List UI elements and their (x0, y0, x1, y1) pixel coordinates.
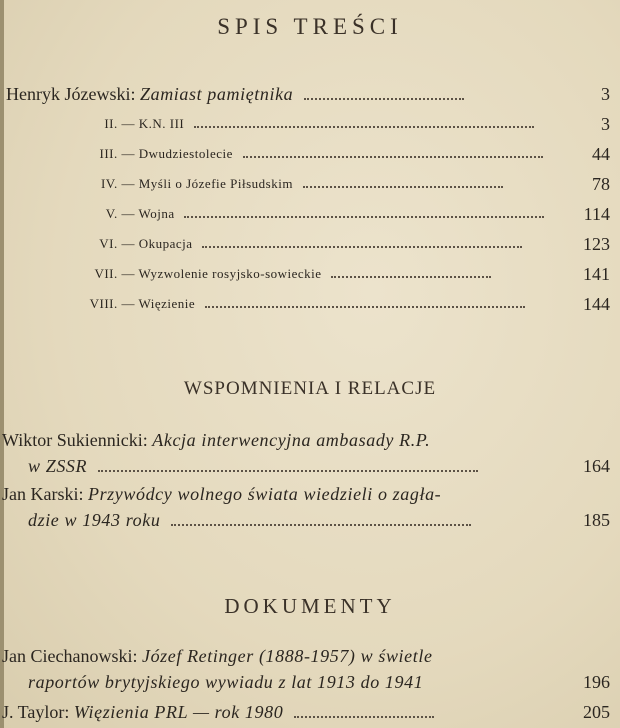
toc-entry-continuation: w ZSSR (28, 456, 484, 477)
toc-entry: J. Taylor: Więzienia PRL — rok 1980 (2, 702, 440, 723)
entry-page: 3 (601, 84, 610, 104)
entry-page: 185 (583, 510, 610, 530)
toc-chapter: VI. — Okupacja (80, 236, 528, 252)
dot-leader (184, 215, 544, 218)
dot-leader (98, 469, 478, 472)
dot-leader (243, 155, 543, 158)
dot-leader (205, 305, 525, 308)
dot-leader (202, 245, 522, 248)
dot-leader (194, 125, 534, 128)
entry-title: Zamiast pamiętnika (139, 84, 294, 104)
chapter-page: 44 (592, 144, 610, 164)
chapter-page: 78 (592, 174, 610, 194)
toc-entry-continuation: raportów brytyjskiego wywiadu z lat 1913 do 1941 (28, 672, 424, 692)
entry-author: Henryk Józewski: (6, 84, 136, 104)
section-heading: DOKUMENTY (224, 594, 396, 618)
dot-leader (294, 715, 434, 718)
chapter-page: 144 (583, 294, 610, 314)
toc-chapter: V. — Wojna (80, 206, 550, 222)
toc-entry-continuation: dzie w 1943 roku (28, 510, 477, 531)
dot-leader (304, 97, 464, 100)
toc-chapter: IV. — Myśli o Józefie Piłsudskim (80, 176, 509, 192)
toc-chapter: VII. — Wyzwolenie rosyjsko-sowieckie (80, 266, 497, 282)
dot-leader (331, 275, 491, 278)
entry-page: 164 (583, 456, 610, 476)
chapter-page: 141 (583, 264, 610, 284)
page-title: SPIS TREŚCI (217, 14, 403, 39)
entry-page: 196 (583, 672, 610, 692)
toc-chapter: II. — K.N. III (80, 116, 540, 132)
toc-entry: Wiktor Sukiennicki: Akcja interwencyjna ambasady R.P. (2, 430, 431, 450)
dot-leader (303, 185, 503, 188)
chapter-page: 123 (583, 234, 610, 254)
chapter-page: 114 (583, 204, 610, 224)
toc-chapter: VIII. — Więzienie (80, 296, 531, 312)
toc-chapter: III. — Dwudziestolecie (80, 146, 549, 162)
toc-entry: Jan Ciechanowski: Józef Retinger (1888-1957) w świetle (2, 646, 433, 666)
section-heading: WSPOMNIENIA I RELACJE (183, 378, 437, 399)
toc-entry: Jan Karski: Przywódcy wolnego świata wiedzieli o zagła- (2, 484, 442, 504)
toc-main-entry (6, 84, 470, 105)
chapter-page: 3 (601, 114, 610, 134)
dot-leader (171, 523, 471, 526)
entry-page: 205 (583, 702, 610, 722)
